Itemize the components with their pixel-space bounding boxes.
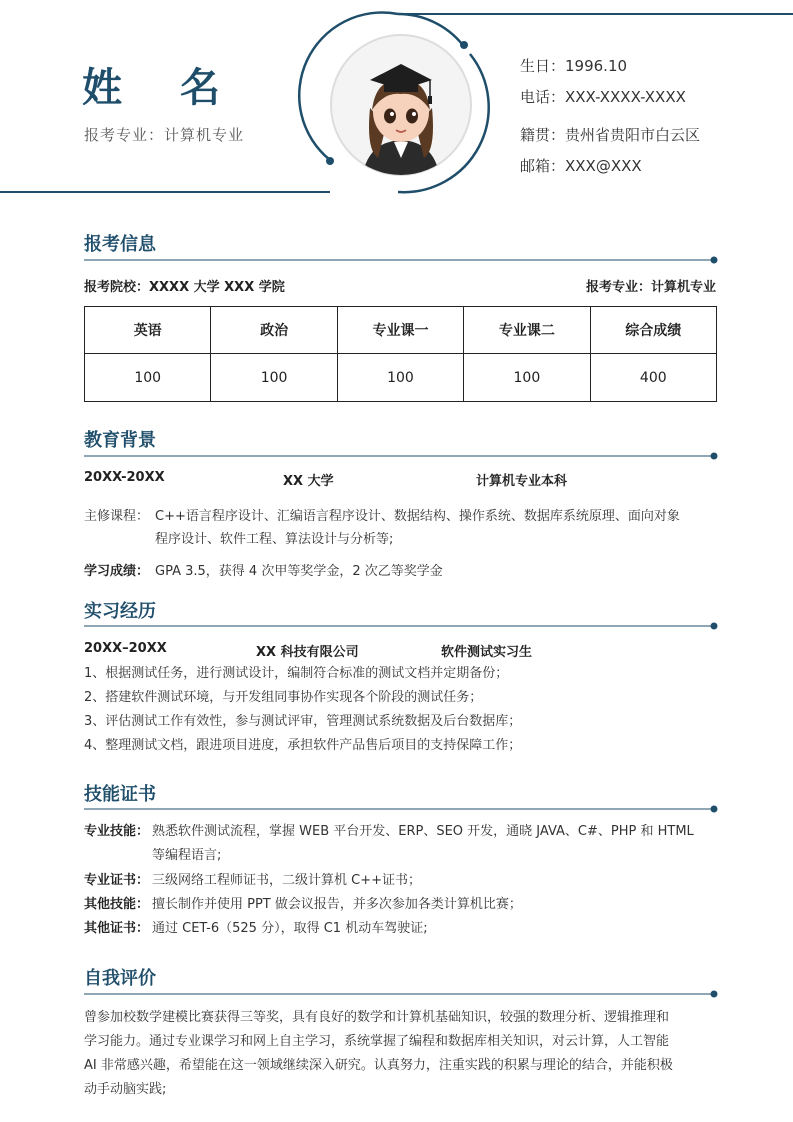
pro-cert-label: 专业证书： [84,873,150,888]
section-title-apply: 报考信息 [84,234,156,255]
section-divider [84,255,718,265]
score-header: 英语 [85,307,211,354]
courses-label: 主修课程： [84,509,150,524]
section-title-education: 教育背景 [84,430,156,451]
other-skill-text: 擅长制作并使用 PPT 做会议报告，并多次参加各类计算机比赛； [152,897,522,912]
other-cert-text: 通过 CET-6（525 分），取得 C1 机动车驾驶证; [152,921,428,936]
section-title-internship: 实习经历 [84,601,156,622]
education-period: 20XX-20XX [84,470,165,485]
self-eval-line: 学习能力。通过专业课学习和网上自主学习，系统掌握了编程和数据库相关知识，对云计算，人工智能 [84,1034,670,1049]
score-header: 综合成绩 [590,307,716,354]
self-eval-line: AI 非常感兴趣，希望能在这一领域继续深入研究。认真努力，注重实践的积累与理论的结合，并能积极 [84,1058,673,1073]
grades-label: 学习成绩： [84,564,150,579]
internship-item: 4、整理测试文档，跟进项目进度，承担软件产品售后项目的支持保障工作； [84,738,522,753]
pro-skills-line: 熟悉软件测试流程，掌握 WEB 平台开发、ERP、SEO 开发，通晓 JAVA、C#、PHP 和 HTML [152,824,694,839]
pro-cert-text: 三级网络工程师证书，二级计算机 C++证书； [152,873,421,888]
section-title-skills: 技能证书 [84,784,156,805]
section-divider [84,621,718,631]
section-divider [84,989,718,999]
avatar [326,30,476,180]
score-header: 专业课一 [337,307,463,354]
internship-item: 1、根据测试任务，进行测试设计，编制符合标准的测试文档并定期备份； [84,666,509,681]
courses-line: 程序设计、软件工程、算法设计与分析等; [155,532,394,547]
pro-skills-label: 专业技能： [84,824,150,839]
applicant-name: 姓名 [82,65,278,111]
internship-period: 20XX–20XX [84,641,167,656]
score-header: 专业课二 [464,307,590,354]
score-table-header-row [85,307,717,354]
score-value: 100 [337,354,463,402]
score-value: 100 [85,354,211,402]
score-value: 100 [211,354,337,402]
section-divider [84,451,718,461]
other-skill-label: 其他技能： [84,897,150,912]
education-school: XX 大学 [283,474,334,489]
pro-skills-line: 等编程语言; [152,848,222,863]
self-eval-line: 曾参加校数学建模比赛获得三等奖，具有良好的数学和计算机基础知识，较强的数理分析、逻辑推理和 [84,1010,670,1025]
birth-date: 生日：1996.10 [520,57,628,75]
section-title-self: 自我评价 [84,968,156,989]
internship-item: 2、搭建软件测试环境，与开发组同事协作实现各个阶段的测试任务； [84,690,483,705]
grades-text: GPA 3.5，获得 4 次甲等奖学金，2 次乙等奖学金 [155,564,443,579]
header-major: 报考专业：计算机专业 [84,126,245,144]
internship-company: XX 科技有限公司 [256,645,359,660]
score-value: 100 [464,354,590,402]
email: 邮箱：XXX@XXX [520,157,642,175]
score-table-value-row [85,354,717,402]
self-eval-line: 动手动脑实践; [84,1082,167,1097]
score-table [84,306,717,402]
other-cert-label: 其他证书： [84,921,150,936]
hometown: 籍贯：贵州省贵阳市白云区 [520,126,701,144]
target-school: 报考院校：XXXX 大学 XXX 学院 [84,280,285,295]
courses-line: C++语言程序设计、汇编语言程序设计、数据结构、操作系统、数据库系统原理、面向对象 [155,509,680,524]
internship-item: 3、评估测试工作有效性，参与测试评审，管理测试系统数据及后台数据库； [84,714,522,729]
target-major: 报考专业：计算机专业 [585,280,716,295]
score-header: 政治 [211,307,337,354]
education-degree: 计算机专业本科 [476,474,568,489]
phone-number: 电话：XXX-XXXX-XXXX [520,88,686,106]
section-divider [84,804,718,814]
internship-role: 软件测试实习生 [441,645,533,660]
score-value: 400 [590,354,716,402]
